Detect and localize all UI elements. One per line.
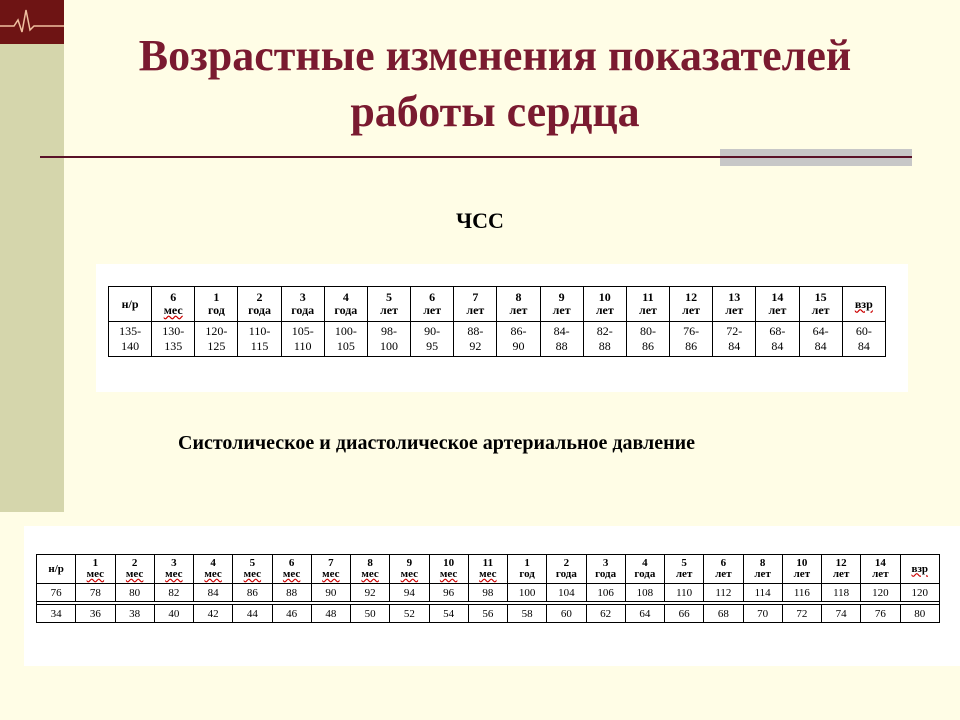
table-cell: 86- 90 bbox=[497, 322, 540, 357]
table-cell: 94 bbox=[390, 584, 429, 602]
table-cell: 104 bbox=[547, 584, 586, 602]
header-cell: 11 лет bbox=[626, 287, 669, 322]
heart-rate-table bbox=[108, 286, 886, 357]
header-cell: 6 мес bbox=[152, 287, 195, 322]
table-cell: 66 bbox=[665, 605, 704, 623]
table-cell: 54 bbox=[429, 605, 468, 623]
heart-rate-caption: ЧСС bbox=[456, 208, 504, 233]
header-cell: 2 года bbox=[547, 555, 586, 584]
table-cell: 88 bbox=[272, 584, 311, 602]
table-cell: 86 bbox=[233, 584, 272, 602]
table-cell: 34 bbox=[37, 605, 76, 623]
table-cell: 74 bbox=[822, 605, 861, 623]
table-cell: 58 bbox=[508, 605, 547, 623]
table-cell: 82- 88 bbox=[583, 322, 626, 357]
table-cell: 64 bbox=[625, 605, 664, 623]
table-cell: 50 bbox=[351, 605, 390, 623]
table-cell: 72- 84 bbox=[713, 322, 756, 357]
table-cell: 106 bbox=[586, 584, 625, 602]
sidebar-strip bbox=[0, 0, 64, 512]
table-cell: 100- 105 bbox=[324, 322, 367, 357]
header-cell: 3 мес bbox=[154, 555, 193, 584]
table-cell: 96 bbox=[429, 584, 468, 602]
table-header-row bbox=[37, 555, 940, 584]
table-cell: 60- 84 bbox=[842, 322, 885, 357]
table-cell: 76- 86 bbox=[670, 322, 713, 357]
table-cell: 68- 84 bbox=[756, 322, 799, 357]
header-cell: 4 года bbox=[625, 555, 664, 584]
header-cell: 4 года bbox=[324, 287, 367, 322]
table-cell: 36 bbox=[76, 605, 115, 623]
table-cell: 105- 110 bbox=[281, 322, 324, 357]
table-cell: 42 bbox=[194, 605, 233, 623]
table-cell: 60 bbox=[547, 605, 586, 623]
header-cell: 12 лет bbox=[822, 555, 861, 584]
title-line-2: работы сердца bbox=[350, 87, 640, 136]
header-cell: 3 года bbox=[586, 555, 625, 584]
table-cell: 100 bbox=[508, 584, 547, 602]
table-cell: 120- 125 bbox=[195, 322, 238, 357]
table-cell: 78 bbox=[76, 584, 115, 602]
table-cell: 68 bbox=[704, 605, 743, 623]
header-cell: 7 мес bbox=[311, 555, 350, 584]
heart-rate-panel bbox=[96, 264, 908, 392]
table-cell: 90- 95 bbox=[411, 322, 454, 357]
table-cell: 120 bbox=[861, 584, 900, 602]
slide-title bbox=[60, 28, 930, 140]
title-divider-accent bbox=[720, 149, 912, 166]
table-cell: 62 bbox=[586, 605, 625, 623]
table-cell: 110- 115 bbox=[238, 322, 281, 357]
table-cell: 40 bbox=[154, 605, 193, 623]
table-header-row bbox=[109, 287, 886, 322]
table-cell: 84 bbox=[194, 584, 233, 602]
header-cell: 5 мес bbox=[233, 555, 272, 584]
header-cell: 10 лет bbox=[782, 555, 821, 584]
table-cell: 112 bbox=[704, 584, 743, 602]
table-cell: 56 bbox=[468, 605, 507, 623]
header-cell: 6 лет bbox=[411, 287, 454, 322]
table-cell: 114 bbox=[743, 584, 782, 602]
title-line-1: Возрастные изменения показателей bbox=[138, 31, 852, 80]
table-cell: 64- 84 bbox=[799, 322, 842, 357]
table-cell: 98 bbox=[468, 584, 507, 602]
header-cell: 6 мес bbox=[272, 555, 311, 584]
header-cell: 10 мес bbox=[429, 555, 468, 584]
table-cell: 110 bbox=[665, 584, 704, 602]
table-cell: 130- 135 bbox=[152, 322, 195, 357]
table-cell: 120 bbox=[900, 584, 940, 602]
header-cell: 4 мес bbox=[194, 555, 233, 584]
header-cell: 2 года bbox=[238, 287, 281, 322]
table-cell: 108 bbox=[625, 584, 664, 602]
table-cell: 88- 92 bbox=[454, 322, 497, 357]
table-cell: 70 bbox=[743, 605, 782, 623]
header-cell: 7 лет bbox=[454, 287, 497, 322]
header-cell: 8 лет bbox=[497, 287, 540, 322]
table-cell: 48 bbox=[311, 605, 350, 623]
header-cell: 12 лет bbox=[670, 287, 713, 322]
table-cell: 76 bbox=[861, 605, 900, 623]
table-cell: 80 bbox=[900, 605, 940, 623]
ecg-logo-image bbox=[0, 0, 64, 44]
header-cell: 11 мес bbox=[468, 555, 507, 584]
table-cell: 46 bbox=[272, 605, 311, 623]
header-cell: н/р bbox=[37, 555, 76, 584]
blood-pressure-panel bbox=[24, 526, 960, 666]
header-cell: 5 лет bbox=[367, 287, 410, 322]
blood-pressure-caption: Систолическое и диастолическое артериальное давление bbox=[178, 432, 696, 454]
table-cell: 82 bbox=[154, 584, 193, 602]
header-cell: 14 лет bbox=[861, 555, 900, 584]
header-cell: 3 года bbox=[281, 287, 324, 322]
header-cell: 9 лет bbox=[540, 287, 583, 322]
header-cell: 14 лет bbox=[756, 287, 799, 322]
table-cell: 135- 140 bbox=[109, 322, 152, 357]
table-cell: 90 bbox=[311, 584, 350, 602]
table-cell: 38 bbox=[115, 605, 154, 623]
header-cell: 2 мес bbox=[115, 555, 154, 584]
table-cell: 80 bbox=[115, 584, 154, 602]
header-cell: 8 мес bbox=[351, 555, 390, 584]
header-cell: 1 мес bbox=[76, 555, 115, 584]
header-cell: 9 мес bbox=[390, 555, 429, 584]
header-cell: 1 год bbox=[195, 287, 238, 322]
header-cell: 5 лет bbox=[665, 555, 704, 584]
table-row bbox=[109, 322, 886, 357]
header-cell: 1 год bbox=[508, 555, 547, 584]
blood-pressure-table bbox=[36, 554, 940, 623]
table-cell: 80- 86 bbox=[626, 322, 669, 357]
header-cell: 13 лет bbox=[713, 287, 756, 322]
header-cell: н/р bbox=[109, 287, 152, 322]
diastolic-row bbox=[37, 605, 940, 623]
table-cell: 84- 88 bbox=[540, 322, 583, 357]
table-cell: 118 bbox=[822, 584, 861, 602]
table-cell: 92 bbox=[351, 584, 390, 602]
table-cell: 98- 100 bbox=[367, 322, 410, 357]
table-cell: 116 bbox=[782, 584, 821, 602]
header-cell: 10 лет bbox=[583, 287, 626, 322]
table-cell: 52 bbox=[390, 605, 429, 623]
header-cell: 8 лет bbox=[743, 555, 782, 584]
table-cell: 76 bbox=[37, 584, 76, 602]
table-cell: 44 bbox=[233, 605, 272, 623]
header-cell: 6 лет bbox=[704, 555, 743, 584]
systolic-row bbox=[37, 584, 940, 602]
header-cell: взр bbox=[842, 287, 885, 322]
header-cell: взр bbox=[900, 555, 940, 584]
header-cell: 15 лет bbox=[799, 287, 842, 322]
table-cell: 72 bbox=[782, 605, 821, 623]
